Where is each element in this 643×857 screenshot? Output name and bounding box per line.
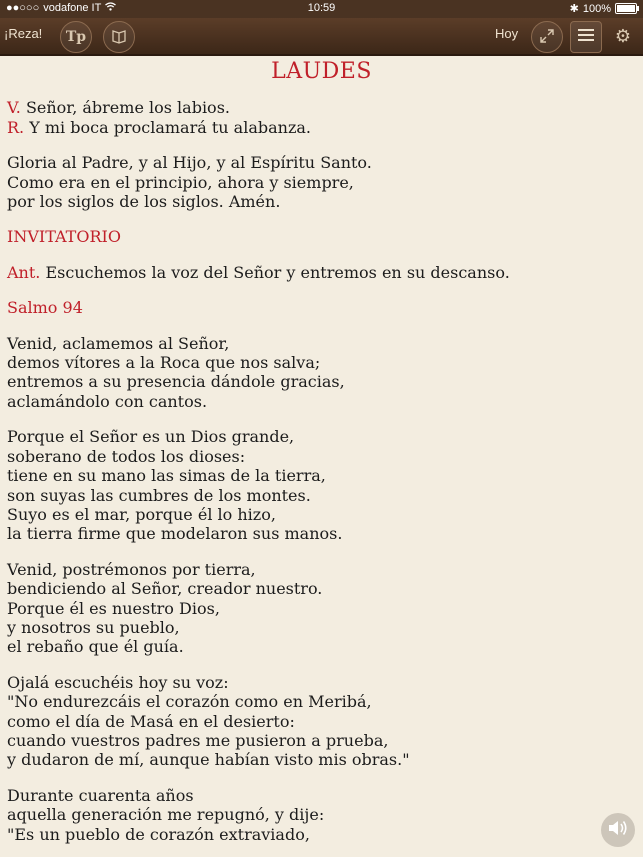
verse-line: Porque el Señor es un Dios grande,: [7, 427, 295, 447]
page-title: LAUDES: [271, 59, 372, 84]
battery-icon: [615, 3, 637, 14]
gloria: [7, 153, 636, 211]
verse-line: aclamándolo con cantos.: [7, 391, 208, 411]
today-button[interactable]: Hoy: [495, 26, 519, 41]
battery-label: 100%: [582, 2, 611, 15]
stanza: [7, 560, 636, 657]
verse-line: "Es un pueblo de corazón extraviado,: [7, 824, 310, 844]
verse-line: Suyo es el mar, porque él lo hizo,: [7, 504, 276, 524]
menu-icon: [577, 28, 595, 47]
verse-line: Venid, postrémonos por tierra,: [7, 559, 256, 579]
versicle-mark: V.: [7, 98, 21, 118]
bluetooth-icon: ✱: [569, 3, 579, 15]
verse-line: Venid, aclamemos al Señor,: [7, 333, 230, 353]
verse-line: tiene en su mano las simas de la tierra,: [7, 466, 326, 486]
verse-line: son suyas las cumbres de los montes.: [7, 485, 311, 505]
stanza: [7, 673, 636, 770]
signal-icon: ●●○○○: [6, 2, 40, 14]
invitatory-heading: INVITATORIO: [7, 227, 121, 247]
clock: 10:59: [307, 2, 336, 14]
tp-label: Tp: [65, 29, 87, 45]
expand-icon: [540, 29, 554, 46]
verse-line: el rebaño que él guía.: [7, 637, 184, 657]
response-text: Y mi boca proclamará tu alabanza.: [29, 117, 311, 137]
opening-verses: [7, 98, 636, 137]
verse-line: y nosotros su pueblo,: [7, 617, 180, 637]
gloria-line: por los siglos de los siglos. Amén.: [7, 192, 281, 212]
prayer-text: [7, 56, 636, 857]
tp-button[interactable]: [60, 21, 92, 53]
speaker-icon: [607, 818, 629, 842]
stanza: [7, 786, 636, 844]
verse-line: bendiciendo al Señor, creador nuestro.: [7, 579, 323, 599]
versicle-text: Señor, ábreme los labios.: [25, 98, 230, 118]
verse-line: "No endurezcáis el corazón como en Meribá,: [7, 692, 372, 712]
gloria-line: Como era en el principio, ahora y siempre,: [7, 172, 354, 192]
antiphon-text: Escuchemos la voz del Señor y entremos en su descanso.: [45, 262, 510, 282]
verse-line: Ojalá escuchéis hoy su voz:: [7, 672, 229, 692]
stanza: [7, 427, 636, 543]
verse-line: la tierra firme que modelaron sus manos.: [7, 524, 343, 544]
verse-line: aquella generación me repugnó, y dije:: [7, 805, 325, 825]
book-button[interactable]: [103, 21, 135, 53]
antiphon: [7, 263, 636, 282]
response: [7, 118, 636, 137]
response-mark: R.: [7, 117, 25, 137]
verse-line: Porque él es nuestro Dios,: [7, 598, 220, 618]
pray-button[interactable]: ¡Reza!: [4, 26, 43, 41]
toolbar: [0, 18, 643, 56]
verse-line: soberano de todos los dioses:: [7, 446, 246, 466]
carrier-label: vodafone IT: [43, 2, 102, 14]
fullscreen-button[interactable]: [531, 21, 563, 53]
verse-line: cuando vuestros padres me pusieron a prueba,: [7, 730, 389, 750]
verse-line: entremos a su presencia dándole gracias,: [7, 372, 345, 392]
book-icon: [111, 28, 127, 47]
status-bar: [0, 0, 643, 18]
settings-button[interactable]: [608, 21, 638, 51]
menu-button[interactable]: [570, 21, 602, 53]
gloria-line: Gloria al Padre, y al Hijo, y al Espíritu Santo.: [7, 153, 372, 173]
verse-line: Durante cuarenta años: [7, 785, 194, 805]
stanza: [7, 334, 636, 412]
verse-line: y dudaron de mí, aunque habían visto mis obras.": [7, 750, 410, 770]
verse-line: como el día de Masá en el desierto:: [7, 711, 295, 731]
gear-icon: ⚙: [614, 25, 632, 46]
audio-button[interactable]: [601, 813, 635, 847]
verse-line: demos vítores a la Roca que nos salva;: [7, 353, 321, 373]
antiphon-mark: Ant.: [7, 262, 41, 282]
psalm-heading: Salmo 94: [7, 298, 83, 318]
versicle: [7, 98, 636, 117]
